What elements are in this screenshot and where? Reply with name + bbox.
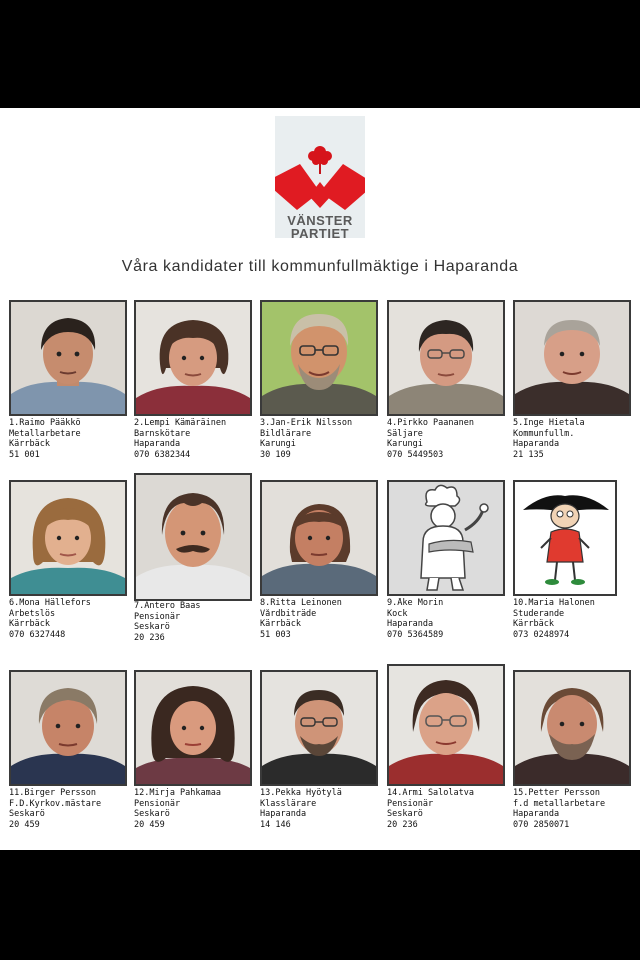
candidate-name: 4.Pirkko Paananen (387, 418, 474, 428)
candidate-photo (387, 300, 505, 416)
candidate-role: Pensionär (134, 798, 181, 809)
candidate-info (387, 788, 517, 830)
candidate-phone: 070 5364589 (387, 629, 444, 640)
candidate-phone: 21 135 (513, 449, 544, 460)
candidate-phone: 51 001 (9, 449, 40, 460)
candidate-name: 6.Mona Hällefors (9, 598, 91, 608)
candidate-photo (513, 670, 631, 786)
candidate-phone: 070 6382344 (134, 449, 191, 460)
candidate-phone: 51 003 (260, 629, 291, 640)
candidate-role: Pensionär (387, 798, 434, 809)
candidate-place: Kärrbäck (9, 439, 50, 449)
candidate-place: Kärrbäck (513, 619, 554, 629)
candidate-name: 13.Pekka Hyötylä (260, 788, 342, 798)
candidate-role: f.d metallarbetare (513, 798, 606, 809)
candidate-photo (387, 480, 505, 596)
candidate-name: 12.Mirja Pahkamaa (134, 788, 221, 798)
candidate-name: 2.Lempi Kämäräinen (134, 418, 227, 428)
candidate-info (260, 788, 390, 830)
candidate-role: Studerande (513, 608, 565, 619)
chef-icon (389, 482, 503, 594)
party-logo (275, 116, 365, 241)
candidate-info (134, 418, 264, 460)
candidate-name: 9.Åke Morin (387, 598, 444, 608)
candidate-role: F.D.Kyrkov.mästare (9, 798, 102, 809)
candidate-info (9, 598, 139, 640)
candidate-phone: 30 109 (260, 449, 291, 460)
candidate-photo (260, 480, 378, 596)
candidate-info (387, 598, 517, 640)
candidate-photo (134, 473, 252, 601)
candidate-name: 14.Armi Salolatva (387, 788, 474, 798)
candidate-role: Klasslärare (260, 798, 317, 809)
candidate-phone: 070 2850071 (513, 819, 570, 830)
candidate-role: Pensionär (134, 611, 181, 622)
candidate-place: Seskarö (134, 809, 170, 819)
candidate-role: Säljare (387, 428, 423, 439)
candidate-phone: 20 459 (134, 819, 165, 830)
candidate-photo (134, 670, 252, 786)
candidate-phone: 14 146 (260, 819, 291, 830)
candidate-name: 5.Inge Hietala (513, 418, 585, 428)
candidate-place: Seskarö (387, 809, 423, 819)
candidate-info (134, 601, 264, 643)
candidate-info (513, 418, 640, 460)
candidate-photo (387, 664, 505, 786)
candidate-photo (9, 300, 127, 416)
candidate-name: 10.Maria Halonen (513, 598, 595, 608)
candidate-photo (9, 670, 127, 786)
candidate-phone: 070 6327448 (9, 629, 66, 640)
candidate-place: Haparanda (260, 809, 307, 819)
candidate-info (9, 418, 139, 460)
candidate-name: 11.Birger Persson (9, 788, 96, 798)
candidate-info (260, 598, 390, 640)
candidate-role: Bildlärare (260, 428, 312, 439)
candidate-role: Metallarbetare (9, 428, 81, 439)
logo-line1: VÄNSTER (287, 213, 353, 228)
candidate-place: Kärrbäck (9, 619, 50, 629)
candidate-name: 1.Raimo Pääkkö (9, 418, 81, 428)
candidate-info (260, 418, 390, 460)
candidate-photo (513, 300, 631, 416)
candidate-info (513, 598, 640, 640)
candidate-phone: 20 236 (387, 819, 418, 830)
girl-cartoon-icon (515, 482, 615, 594)
candidate-photo (260, 300, 378, 416)
candidate-place: Haparanda (513, 809, 560, 819)
candidate-name: 8.Ritta Leinonen (260, 598, 342, 608)
candidate-name: 7.Antero Baas (134, 601, 201, 611)
candidate-photo (9, 480, 127, 596)
candidate-place: Seskarö (134, 622, 170, 632)
candidate-poster (0, 108, 640, 850)
candidate-place: Karungi (260, 439, 296, 449)
candidate-photo (513, 480, 617, 596)
candidate-info (134, 788, 264, 830)
candidate-place: Kärrbäck (260, 619, 301, 629)
candidate-info (9, 788, 139, 830)
candidate-name: 3.Jan-Erik Nilsson (260, 418, 353, 428)
logo-line2: PARTIET (290, 226, 350, 241)
candidate-role: Vårdbiträde (260, 608, 317, 619)
candidate-role: Kommunfullm. (513, 428, 575, 439)
candidate-photo (134, 300, 252, 416)
candidate-phone: 073 0248974 (513, 629, 570, 640)
candidate-role: Kock (387, 608, 408, 619)
candidate-photo (260, 670, 378, 786)
candidate-role: Barnskötare (134, 428, 191, 439)
candidate-info (387, 418, 517, 460)
page-title: Våra kandidater till kommunfullmäktige i Haparanda (121, 258, 519, 275)
candidate-place: Haparanda (513, 439, 560, 449)
candidate-info (513, 788, 640, 830)
candidate-place: Seskarö (9, 809, 45, 819)
candidate-place: Haparanda (134, 439, 181, 449)
candidate-role: Arbetslös (9, 608, 56, 619)
candidate-name: 15.Petter Persson (513, 788, 600, 798)
candidate-place: Karungi (387, 439, 423, 449)
candidate-phone: 20 459 (9, 819, 40, 830)
candidate-place: Haparanda (387, 619, 434, 629)
candidate-phone: 070 5449503 (387, 449, 444, 460)
candidate-phone: 20 236 (134, 632, 165, 643)
